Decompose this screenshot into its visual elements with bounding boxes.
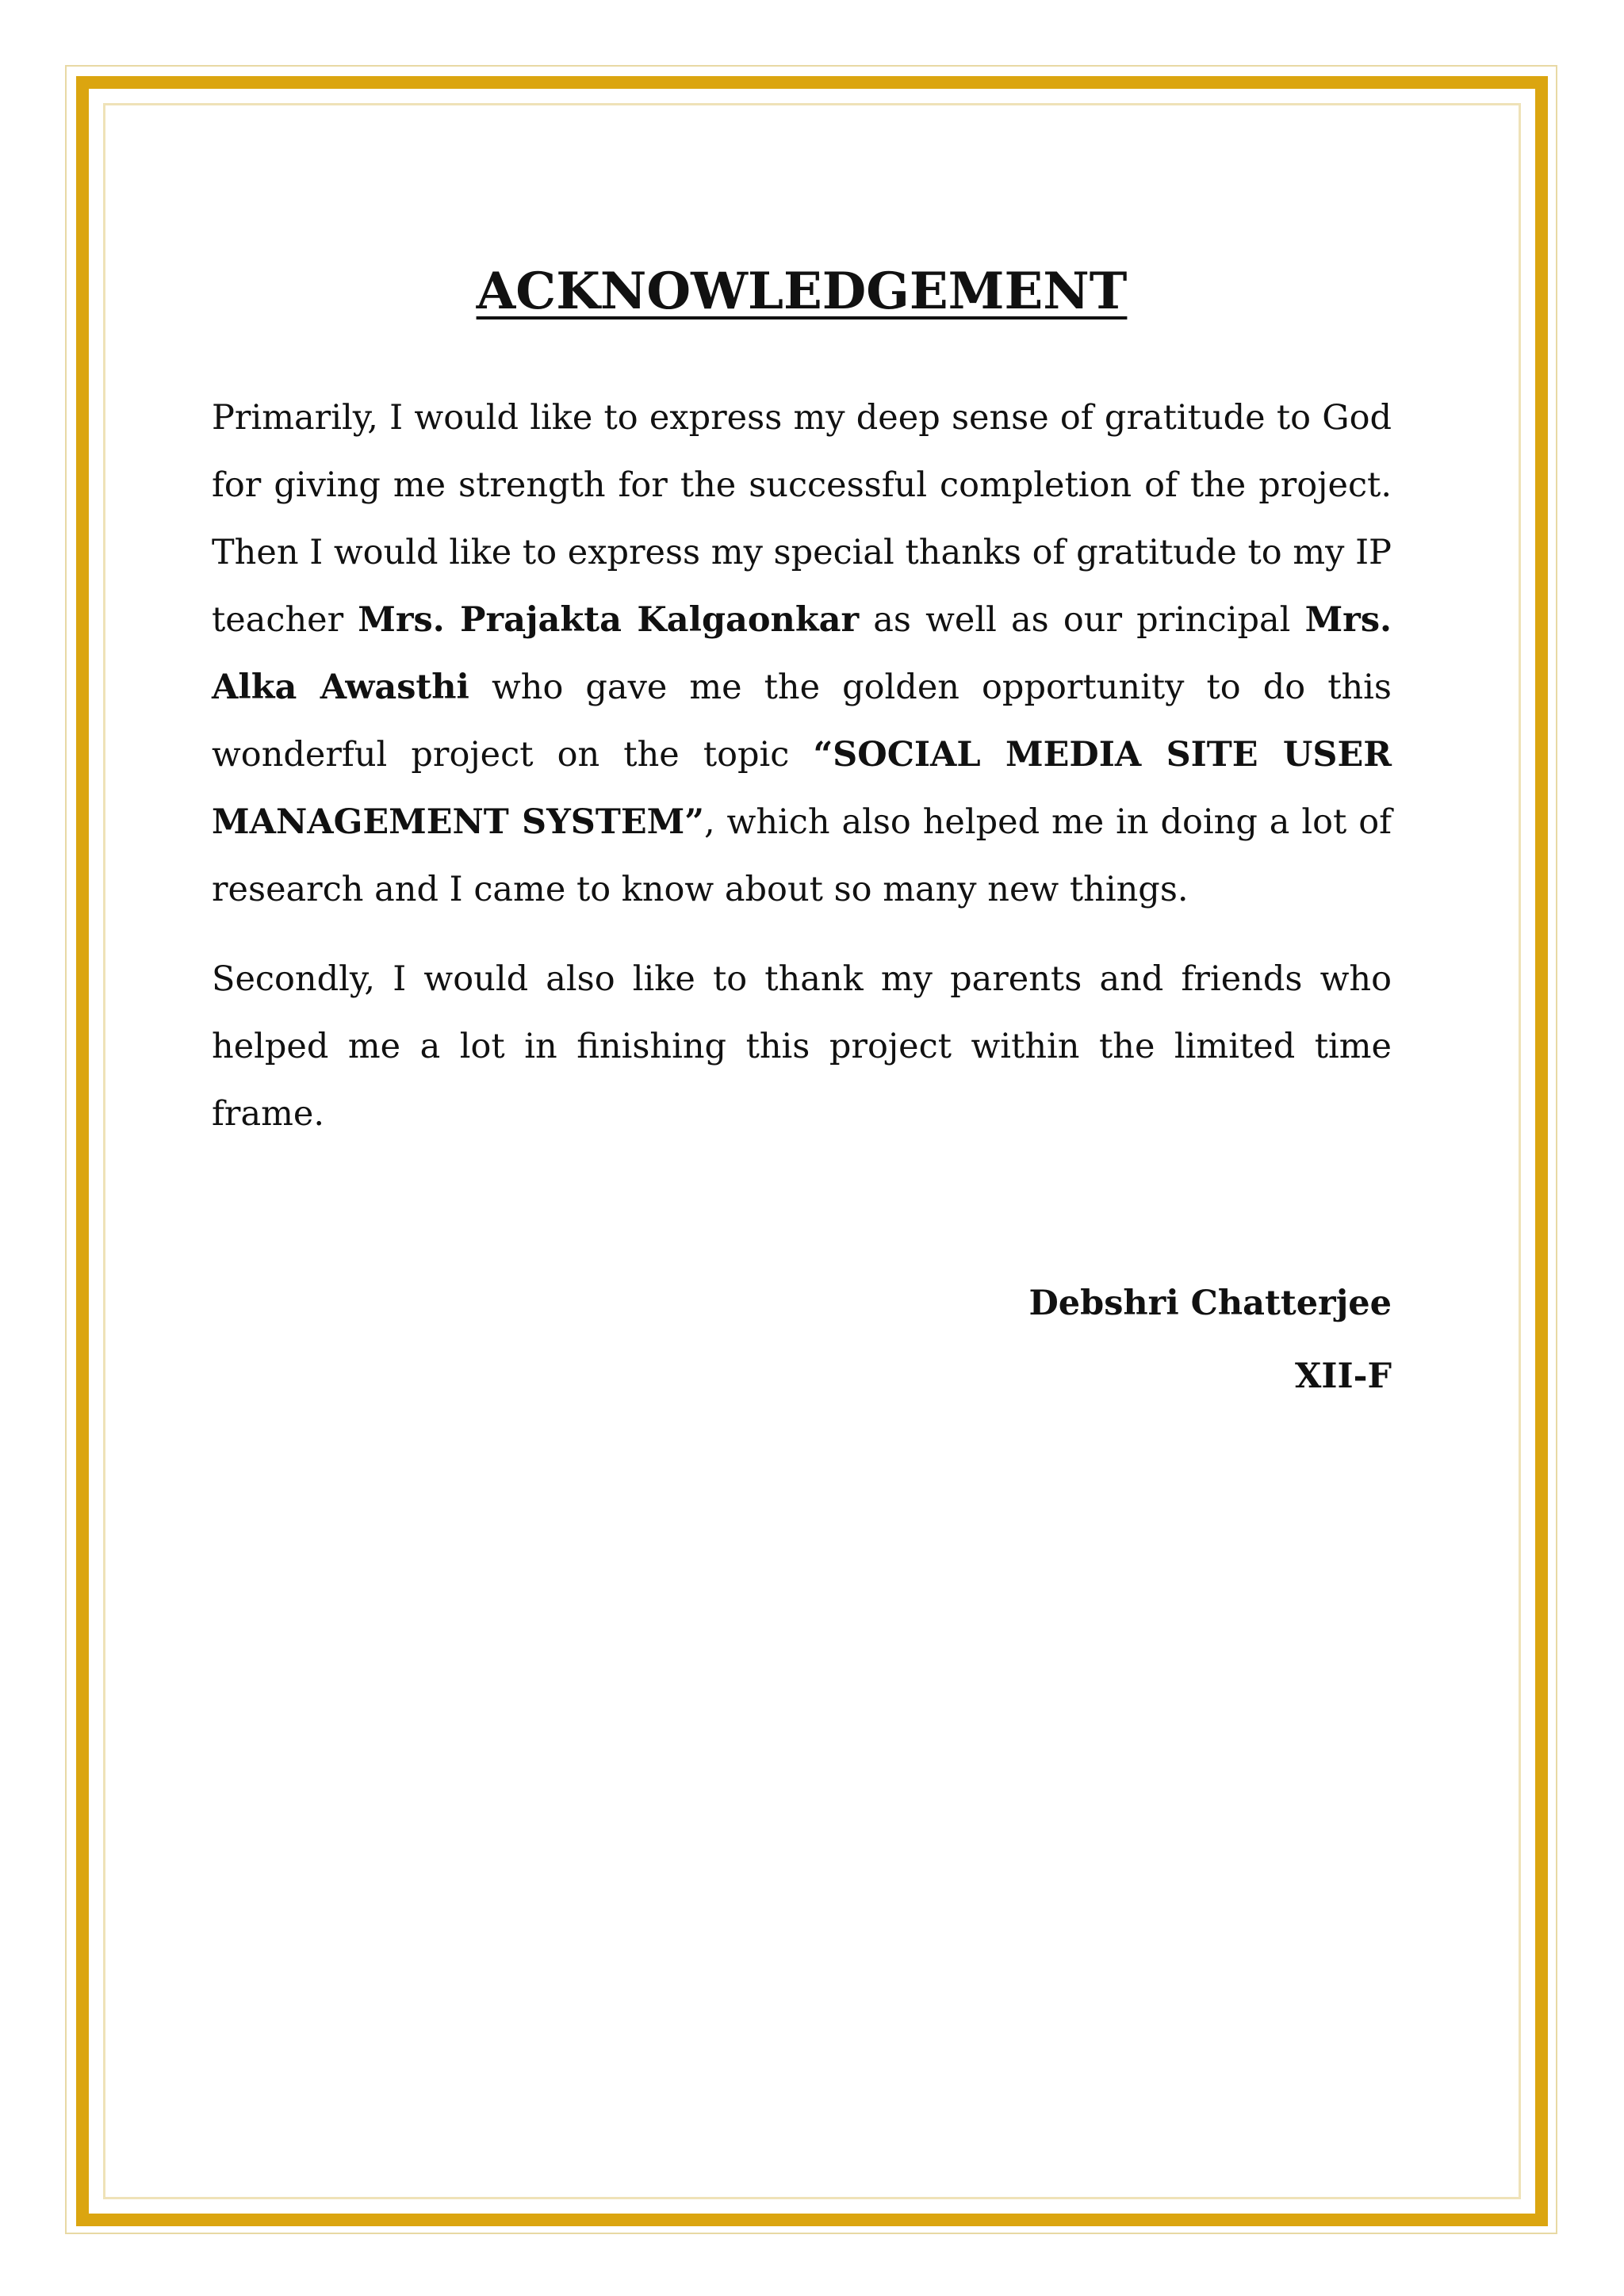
principal-name: Mrs. Alka Awasthi <box>212 600 1392 707</box>
author-name: Debshri Chatterjee <box>1028 1284 1392 1323</box>
page-title: ACKNOWLEDGEMENT <box>476 262 1128 321</box>
paragraph-text: , which also helped me in doing a lot of research and I came to know about so many new things. <box>212 802 1392 909</box>
document-body <box>212 262 1392 1413</box>
paragraph-text: as well as our principal <box>859 600 1305 640</box>
signature-block <box>212 1267 1392 1413</box>
paragraph-text: Primarily, I would like to express my deep sense of gratitude to God for giving me strength for the successful completion of the project. Then I would like to express my special thanks of gratitude to my IP teacher <box>212 398 1392 640</box>
project-topic: “SOCIAL MEDIA SITE USER MANAGEMENT SYSTEM” <box>212 735 1392 842</box>
paragraph-text: who gave me the golden opportunity to do this wonderful project on the topic <box>212 668 1392 775</box>
acknowledgement-paragraph-1 <box>212 385 1392 924</box>
acknowledgement-paragraph-2: Secondly, I would also like to thank my parents and friends who helped me a lot in finishing this project within the limited time frame. <box>212 959 1392 1134</box>
author-class: XII-F <box>1295 1357 1392 1396</box>
teacher-name: Mrs. Prajakta Kalgaonkar <box>358 600 860 640</box>
